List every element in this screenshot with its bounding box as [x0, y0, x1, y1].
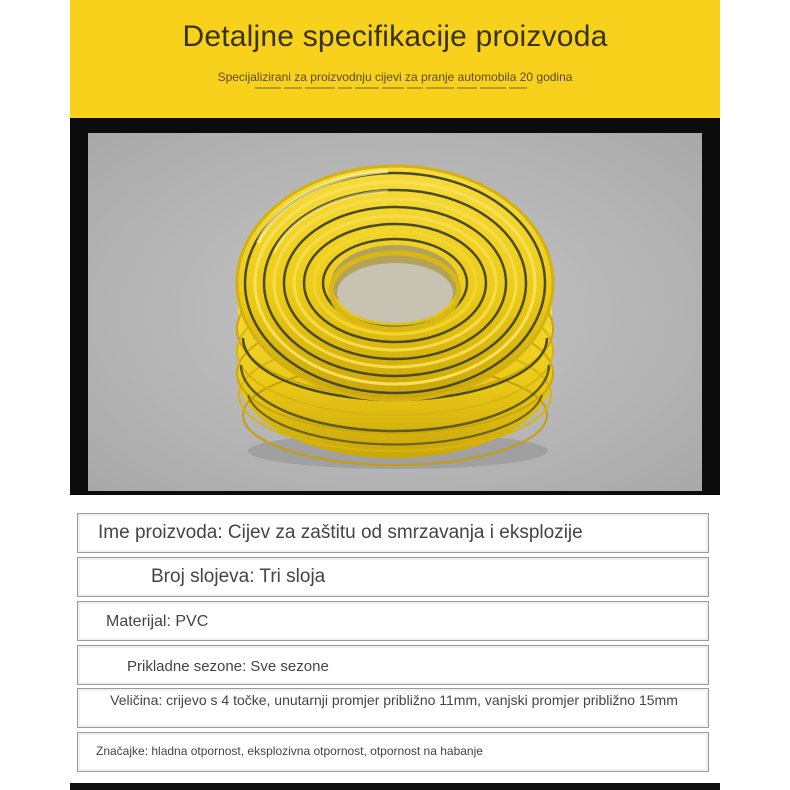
page-title: Detaljne specifikacije proizvoda	[182, 20, 608, 53]
spec-row-material	[77, 601, 709, 641]
spec-text: Materijal: PVC	[106, 613, 209, 630]
spec-text: Broj slojeva: Tri sloja	[151, 566, 326, 587]
spec-row-size	[77, 688, 709, 728]
product-photo-frame	[70, 118, 720, 495]
spec-text: Veličina: crijevo s 4 točke, unutarnji promjer približno 11mm, vanjski promjer približno 15mm	[110, 692, 678, 708]
spec-row-layers	[77, 557, 709, 597]
spec-text: Prikladne sezone: Sve sezone	[127, 658, 329, 675]
header-banner	[70, 0, 720, 118]
spec-text: Značajke: hladna otpornost, eksplozivna otpornost, otpornost na habanje	[96, 744, 483, 758]
page-subtitle: Specijalizirani za proizvodnju cijevi za pranje automobila 20 godina	[217, 70, 573, 84]
spec-row-product-name	[77, 513, 709, 553]
fineprint-decoration	[255, 87, 535, 95]
page-panel	[70, 0, 720, 790]
spec-row-seasons	[77, 645, 709, 685]
spec-text: Ime proizvoda: Cijev za zaštitu od smrzavanja i eksplozije	[98, 522, 583, 543]
product-photo	[88, 133, 702, 491]
bottom-bar	[70, 783, 720, 790]
spec-row-features	[77, 732, 709, 772]
yellow-garden-hose-coil-icon	[88, 133, 702, 491]
